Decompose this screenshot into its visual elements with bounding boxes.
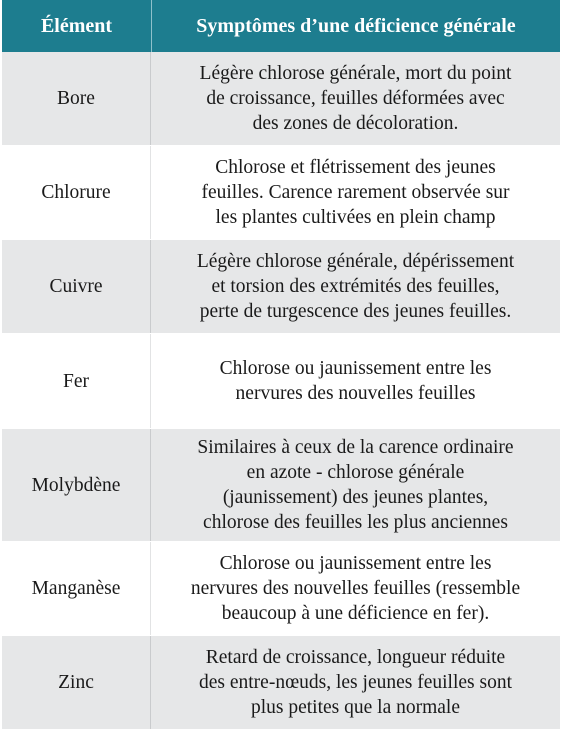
symptoms-cell: Retard de croissance, longueur réduite des entre-nœuds, les jeunes feuilles sont plus petites que la normale [198,647,512,718]
table-row [2,334,560,429]
element-cell: Fer [2,334,151,428]
element-cell: Cuivre [2,240,151,333]
element-cell: Manganèse [2,542,151,635]
table-row [2,429,560,542]
table-row [2,636,560,730]
table-row [2,52,560,146]
element-cell: Chlorure [2,146,151,239]
symptoms-cell: Chlorose ou jaunissement entre les nervures des nouvelles feuilles [219,358,492,404]
header-symptoms: Symptômes d’une déficience générale [196,14,516,37]
symptoms-cell: Légère chlorose générale, dépérissement et torsion des extrémités des feuilles, perte de turgescence des jeunes feuilles. [196,251,515,322]
table-header [2,0,560,52]
symptoms-cell: Chlorose et flétrissement des jeunes feuilles. Carence rarement observée sur les plantes cultivées en plein champ [201,157,510,228]
element-cell: Zinc [2,636,151,729]
symptoms-cell: Légère chlorose générale, mort du point de croissance, feuilles déformées avec des zones de décoloration. [199,63,512,134]
element-cell: Bore [2,52,151,145]
table-row [2,240,560,334]
element-cell: Molybdène [2,429,151,541]
symptoms-cell: Chlorose ou jaunissement entre les nervures des nouvelles feuilles (ressemble beaucoup à une déficience en fer). [190,553,521,624]
table-row [2,146,560,240]
deficiency-table [2,0,560,730]
symptoms-cell: Similaires à ceux de la carence ordinaire en azote - chlorose générale (jaunissement) des jeunes plantes, chlorose des feuilles les plus anciennes [197,437,514,533]
header-element: Élément [2,0,152,52]
table-row [2,542,560,636]
